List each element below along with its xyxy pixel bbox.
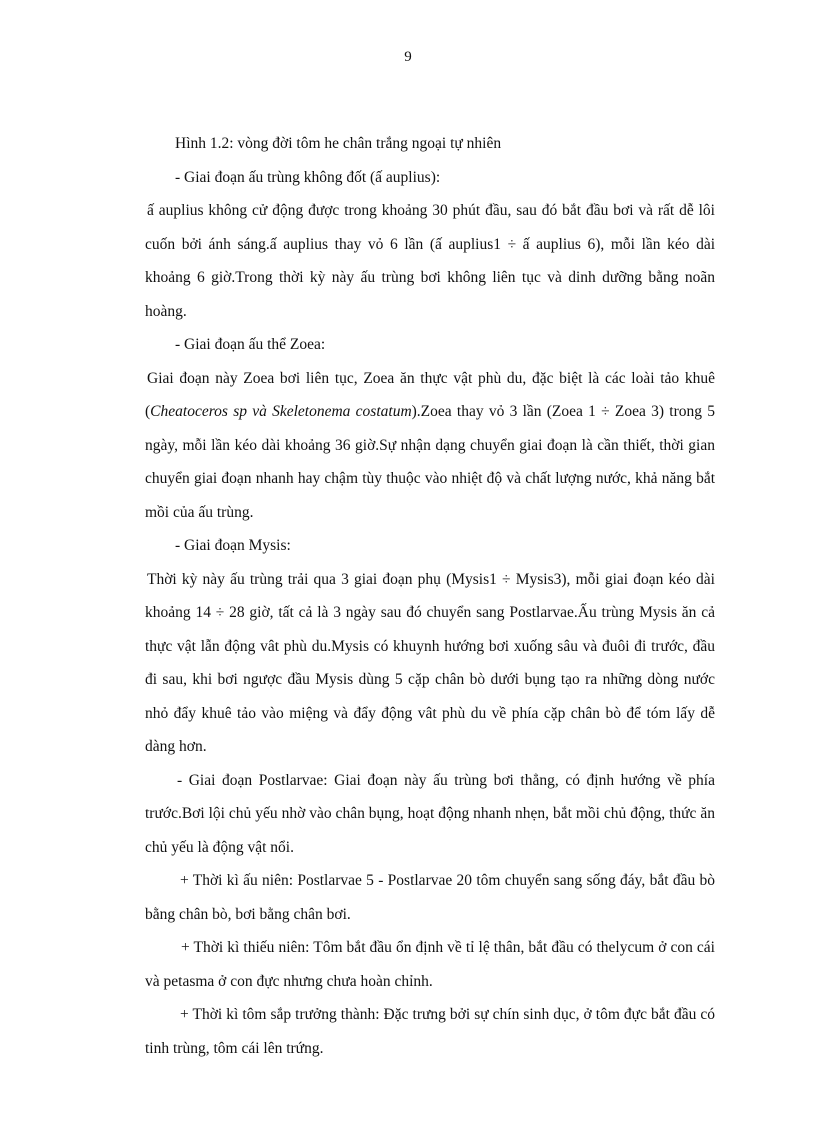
zoea-paragraph bbox=[145, 362, 715, 530]
early-juvenile-paragraph: + Thời kì ấu niên: Postlarvae 5 - Postlarvae 20 tôm chuyển sang sống đáy, bắt đầu bò bằng chân bò, bơi bằng chân bơi. bbox=[145, 872, 715, 923]
zoea-heading: - Giai đoạn ấu thể Zoea: bbox=[175, 336, 326, 353]
mysis-heading: - Giai đoạn Mysis: bbox=[175, 537, 291, 554]
document-body bbox=[145, 127, 715, 1065]
subadult-paragraph: + Thời kì tôm sắp trưởng thành: Đặc trưng bởi sự chín sinh dục, ở tôm đực bắt đầu có tinh trùng, tôm cái lên trứng. bbox=[145, 1006, 715, 1057]
mysis-paragraph: Thời kỳ này ấu trùng trải qua 3 giai đoạn phụ (Mysis1 ÷ Mysis3), mỗi giai đoạn kéo dài khoảng 14 ÷ 28 giờ, tất cả là 3 ngày sau đó chuyển sang Postlarvae.Ấu trùng Mysis ăn cả thực vật lẫn động vât phù du.Mysis có khuynh hướng bơi xuống sâu và đuôi đi trước, đầu đi sau, khi bơi ngược đầu Mysis dùng 5 cặp chân bò dưới bụng tạo ra những dòng nước nhỏ đẩy khuê tảo vào miệng và đẩy động vât phù du về phía cặp chân bò để tóm lấy dễ dàng hơn. bbox=[145, 570, 715, 755]
nauplius-heading: - Giai đoạn ấu trùng không đốt (ấ auplius): bbox=[175, 168, 441, 186]
nauplius-paragraph: ấ auplius không cử động được trong khoảng 30 phút đầu, sau đó bắt đầu bơi và rất dễ lôi cuốn bởi ánh sáng.ấ auplius thay vỏ 6 lần (ấ auplius1 ÷ ấ auplius 6), mỗi lần kéo dài khoảng 6 giờ.Trong thời kỳ này ấu trùng bơi không liên tục và dinh dưỡng bằng noãn hoàng. bbox=[145, 202, 715, 320]
postlarvae-paragraph: - Giai đoạn Postlarvae: Giai đoạn này ấu trùng bơi thẳng, có định hướng về phía trước.Bơi lội chủ yếu nhờ vào chân bụng, hoạt động nhanh nhẹn, bắt mồi chủ động, thức ăn chủ yếu là động vật nổi. bbox=[145, 771, 715, 856]
zoea-text-after: ).Zoea thay vỏ 3 lần (Zoea 1 ÷ Zoea 3) trong 5 ngày, mỗi lần kéo dài khoảng 36 giờ.Sự nhận dạng chuyển giai đoạn là cần thiết, thời gian chuyển giai đoạn nhanh hay chậm tùy thuộc vào nhiệt độ và chất lượng nước, khả năng bắt mồi của ấu trùng. bbox=[145, 403, 715, 521]
zoea-text-before: Giai đoạn này Zoea bơi liên tục, Zoea ăn thực vật phù du, đặc biệt là các loài tảo khuê ( bbox=[145, 369, 715, 420]
page-number: 9 bbox=[404, 49, 412, 65]
figure-caption: Hình 1.2: vòng đời tôm he chân trắng ngoại tự nhiên bbox=[175, 135, 502, 152]
zoea-species-names: Cheatoceros sp và Skeletonema costatum bbox=[150, 403, 412, 420]
juvenile-paragraph: + Thời kì thiếu niên: Tôm bắt đầu ổn định về tỉ lệ thân, bắt đầu có thelycum ở con cái và petasma ở con đực nhưng chưa hoàn chỉnh. bbox=[145, 939, 715, 990]
